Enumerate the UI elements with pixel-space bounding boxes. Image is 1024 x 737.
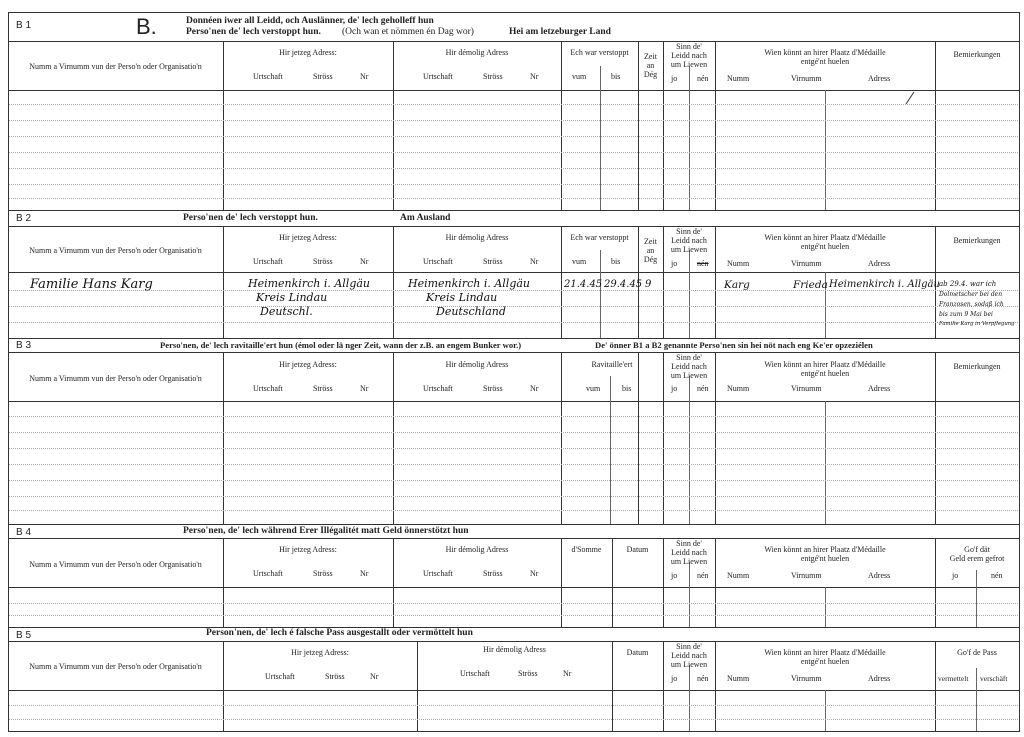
b3-vum: vum — [586, 384, 601, 393]
b4-somme: d'Somme — [571, 545, 602, 554]
b-mark: B. — [136, 14, 157, 39]
b3-stross-old: Ströss — [483, 384, 503, 393]
b3-nen: nén — [697, 384, 709, 393]
b5-addr-old: Hir démolig Adress — [483, 645, 546, 654]
b3-medal: Wien könnt an hirer Plaatz d'Médaille entgé'nt huelen — [764, 360, 886, 379]
b3-adress: Adress — [868, 384, 891, 393]
b2-nr: Nr — [360, 257, 369, 266]
b2-entry-now-1: Heimenkirch i. Allgäu — [248, 277, 371, 290]
b5-numm: Numm — [727, 674, 750, 683]
b1-addr-now: Hir jetzeg Adress: — [279, 48, 337, 57]
b1-nr: Nr — [360, 72, 369, 81]
b2-bemierkungen: Bemierkungen — [953, 236, 1001, 245]
b5-adress: Adress — [868, 674, 891, 683]
b1-zeit: Zeit an Dég — [643, 52, 658, 80]
b5-label: B 5 — [16, 630, 32, 641]
b4-jo: jo — [671, 571, 678, 580]
header-line2b: (Och wan et nömmen én Dag wor) — [342, 27, 474, 37]
b2-addr-old: Hir démolig Adress — [445, 233, 509, 242]
b1-stross-old: Ströss — [483, 72, 503, 81]
b4-sinn: Sinn de' Leidd nach um Liewen — [670, 539, 708, 567]
b2-entry-m-name: Karg — [724, 279, 750, 291]
b4-adress: Adress — [868, 571, 891, 580]
b2-entry-from: 21.4.45 — [564, 279, 603, 290]
b5-stross: Ströss — [325, 672, 345, 681]
b3-addr-old: Hir démolig Adress — [445, 360, 509, 369]
b5-name-header: Numm a Virnumm vun der Perso'n oder Organisatio'n — [29, 662, 202, 671]
b5-jo: jo — [671, 674, 678, 683]
b4-name-header: Numm a Virnumm vun der Perso'n oder Organisatio'n — [29, 560, 202, 569]
b1-sinn: Sinn de' Leidd nach um Liewen — [670, 42, 708, 70]
b4-virnumm: Virnumm — [791, 571, 822, 580]
b3-rav: Ravitaille'ert — [591, 360, 633, 369]
b1-bis: bis — [611, 72, 621, 81]
b2-title: Perso'nen de' lech verstoppt hun. — [183, 213, 318, 223]
b5-verschaft: verschäft — [980, 674, 1008, 683]
b4-title: Perso'nen, de' lech während Erer Illégalitét matt Geld önnerstötzt hun — [183, 526, 469, 536]
b2-name-header: Numm a Virnumm vun der Perso'n oder Organisatio'n — [29, 246, 202, 255]
b4-nen: nén — [697, 571, 709, 580]
b2-entry-rem-4: bis zum 9 Mai bei — [939, 311, 993, 318]
b3-bis: bis — [622, 384, 632, 393]
b2-entry-now-2: Kreis Lindau — [256, 291, 328, 304]
b5-nen: nén — [697, 674, 709, 683]
pen-mark — [900, 90, 920, 106]
b2-entry-name: Familie Hans Karg — [30, 277, 153, 292]
b2-title2: Am Ausland — [400, 213, 451, 223]
b2-zeit: Zeit an Dég — [643, 237, 658, 265]
b2-entry-old-2: Kreis Lindau — [426, 291, 498, 304]
b5-urtschaft: Urtschaft — [265, 672, 295, 681]
b3-bemierkungen: Bemierkungen — [953, 362, 1001, 371]
b2-entry-old-3: Deutschland — [436, 305, 506, 318]
b1-name-header: Numm a Virnumm vun der Perso'n oder Organisatio'n — [29, 62, 202, 71]
header-line2a: Perso'nen de' lech verstoppt hun. — [186, 27, 321, 37]
b3-title: Perso'nen, de' lech ravitaille'ert hun (émol oder lä nger Zeit, wann der z.B. an engem Bunker wor.) — [160, 340, 522, 350]
b4-stross-old: Ströss — [483, 569, 503, 578]
b1-virnumm: Virnumm — [791, 74, 822, 83]
b3-numm: Numm — [727, 384, 750, 393]
b2-entry-rem-5: Familie Karg in Verpflegung — [939, 321, 1015, 327]
b4-urtschaft: Urtschaft — [253, 569, 283, 578]
b4-stross: Ströss — [313, 569, 333, 578]
b2-vum: vum — [572, 257, 587, 266]
b5-urtschaft-old: Urtschaft — [460, 669, 490, 678]
b2-entry-m-addr: Heimenkirch i. Allgäu — [829, 279, 940, 290]
b1-stross: Ströss — [313, 72, 333, 81]
b2-entry-now-3: Deutschl. — [260, 305, 313, 318]
header-line1: Donnéen iwer all Leidd, och Auslänner, de' lech geholleff hun — [186, 16, 434, 26]
b1-hid: Ech war verstoppt — [570, 48, 629, 57]
b3-jo: jo — [671, 384, 678, 393]
b1-jo: jo — [671, 74, 678, 83]
b5-stross-old: Ströss — [518, 669, 538, 678]
b5-vermettelt: vermettelt — [938, 674, 969, 683]
b4-label: B 4 — [16, 527, 32, 538]
b2-virnumm: Virnumm — [791, 259, 822, 268]
b3-title2: De' önner B1 a B2 genannte Perso'nen sin hei nöt nach eng Ke'er opzeziélen — [595, 340, 873, 350]
b2-numm: Numm — [727, 259, 750, 268]
b1-urtschaft: Urtschaft — [253, 72, 283, 81]
b2-urtschaft-old: Urtschaft — [423, 257, 453, 266]
b5-datum: Datum — [626, 648, 649, 657]
b2-bis: bis — [611, 257, 621, 266]
b5-nr-old: Nr — [563, 669, 572, 678]
b3-sinn: Sinn de' Leidd nach um Liewen — [670, 353, 708, 381]
b2-entry-rem-3: Franzosen, sodaß ich — [939, 301, 1004, 308]
b5-addr-now: Hir jetzeg Adress: — [291, 648, 349, 657]
b2-label: B 2 — [16, 213, 32, 224]
b4-addr-now: Hir jetzeg Adress: — [279, 545, 337, 554]
b5-title: Person'nen, de' lech é falsche Pass ausgestallt oder vermöttelt hun — [206, 628, 473, 638]
b3-label: B 3 — [16, 340, 32, 351]
b4-nr-old: Nr — [530, 569, 539, 578]
b4-nr: Nr — [360, 569, 369, 578]
b4-nen-gof: nén — [991, 571, 1003, 580]
b2-adress: Adress — [868, 259, 891, 268]
b1-adress: Adress — [868, 74, 891, 83]
b3-urtschaft-old: Urtschaft — [423, 384, 453, 393]
b2-entry-m-first: Frieda — [793, 279, 828, 291]
b2-nen: nén — [697, 259, 709, 268]
b5-nr: Nr — [370, 672, 379, 681]
b3-urtschaft: Urtschaft — [253, 384, 283, 393]
b1-medal: Wien könnt an hirer Plaatz d'Médaille entgé'nt huelen — [764, 48, 886, 67]
b5-sinn: Sinn de' Leidd nach um Liewen — [670, 642, 708, 670]
b2-stross: Ströss — [313, 257, 333, 266]
b2-medal: Wien könnt an hirer Plaatz d'Médaille entgé'nt huelen — [764, 233, 886, 252]
b2-entry-days: 9 — [645, 279, 652, 290]
b2-hid: Ech war verstoppt — [570, 233, 629, 242]
b2-entry-rem-1: ab 29.4. war ich — [939, 280, 997, 288]
b3-nr: Nr — [360, 384, 369, 393]
b1-numm: Numm — [727, 74, 750, 83]
b5-virnumm: Virnumm — [791, 674, 822, 683]
b4-medal: Wien könnt an hirer Plaatz d'Médaille entgé'nt huelen — [764, 545, 886, 564]
b1-label: B 1 — [16, 20, 32, 31]
b2-entry-old-1: Heimenkirch i. Allgäu — [408, 277, 531, 290]
b4-numm: Numm — [727, 571, 750, 580]
b1-nen: nén — [697, 74, 709, 83]
b2-nr-old: Nr — [530, 257, 539, 266]
header-line2c: Hei am letzeburger Land — [509, 27, 611, 37]
b4-addr-old: Hir démolig Adress — [445, 545, 509, 554]
b3-name-header: Numm a Virnumm vun der Perso'n oder Organisatio'n — [29, 374, 202, 383]
b1-vum: vum — [572, 72, 587, 81]
b2-addr-now: Hir jetzeg Adress: — [279, 233, 337, 242]
b3-stross: Ströss — [313, 384, 333, 393]
b3-addr-now: Hir jetzeg Adress: — [279, 360, 337, 369]
b5-medal: Wien könnt an hirer Plaatz d'Médaille entgé'nt huelen — [764, 648, 886, 667]
b4-urtschaft-old: Urtschaft — [423, 569, 453, 578]
b3-nr-old: Nr — [530, 384, 539, 393]
b2-stross-old: Ströss — [483, 257, 503, 266]
b4-datum: Datum — [626, 545, 649, 554]
b2-entry-rem-2: Dolmetscher bei den — [939, 291, 1003, 298]
b2-sinn: Sinn de' Leidd nach um Liewen — [670, 227, 708, 255]
b2-urtschaft: Urtschaft — [253, 257, 283, 266]
b1-nr-old: Nr — [530, 72, 539, 81]
b1-urtschaft-old: Urtschaft — [423, 72, 453, 81]
b2-entry-to: 29.4.45 — [604, 279, 643, 290]
b1-addr-old: Hir démolig Adress — [445, 48, 509, 57]
b2-jo: jo — [671, 259, 678, 268]
b5-gof: Go'f de Pass — [957, 648, 997, 657]
b4-gof: Go'f dät Geld erem gefrot — [949, 545, 1005, 564]
b3-virnumm: Virnumm — [791, 384, 822, 393]
b1-bemierkungen: Bemierkungen — [953, 50, 1001, 59]
b4-jo-gof: jo — [952, 571, 959, 580]
